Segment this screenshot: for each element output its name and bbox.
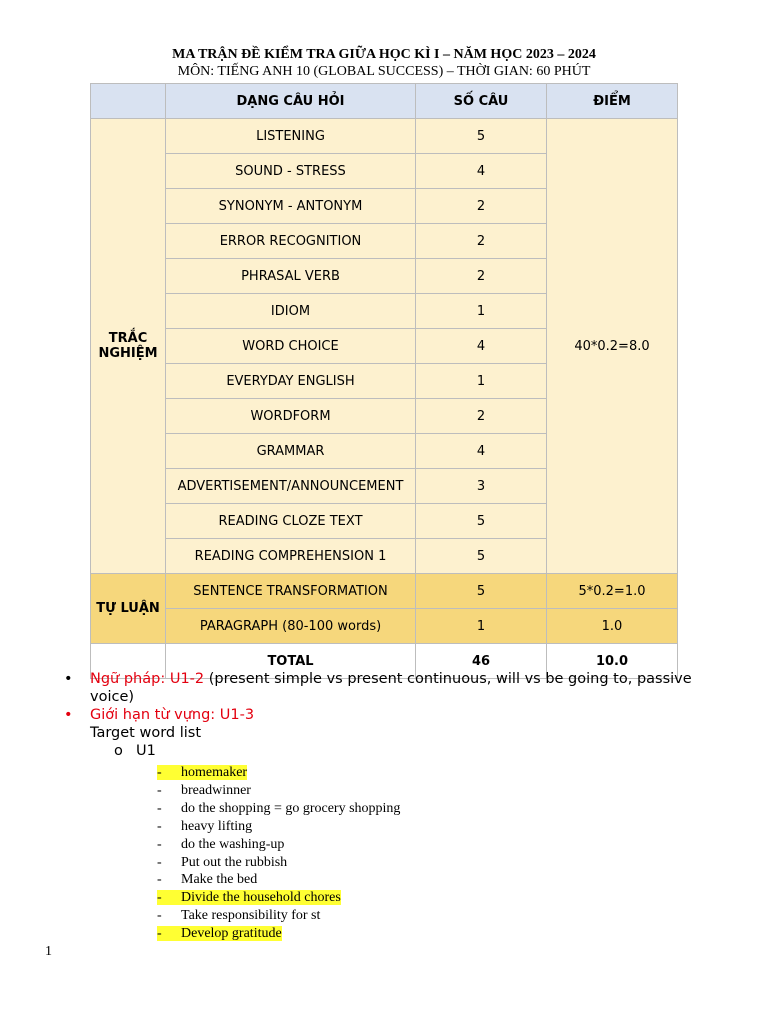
word-list-item (157, 907, 400, 925)
total-score: 10.0 (547, 644, 678, 679)
question-count-cell: 4 (416, 154, 547, 189)
word-list-item (157, 925, 400, 943)
word-list-item (157, 871, 400, 889)
section-score-cell: 40*0.2=8.0 (547, 119, 678, 574)
word-text: Divide the household chores (181, 890, 341, 906)
question-count-cell: 2 (416, 189, 547, 224)
score-cell: 5*0.2=1.0 (547, 574, 678, 609)
dash-bullet-icon: - (157, 836, 162, 852)
question-type-cell: READING COMPREHENSION 1 (166, 539, 416, 574)
question-type-cell: GRAMMAR (166, 434, 416, 469)
dash-bullet-icon: - (157, 800, 162, 816)
header-question-count: SỐ CÂU (416, 84, 547, 119)
word-list-item (157, 764, 400, 782)
question-count-cell: 5 (416, 504, 547, 539)
word-list-item (157, 889, 400, 907)
question-type-cell: SENTENCE TRANSFORMATION (166, 574, 416, 609)
word-list-item (157, 854, 400, 872)
word-text: Make the bed (181, 872, 258, 888)
table-header-row (91, 84, 678, 119)
question-type-cell: ERROR RECOGNITION (166, 224, 416, 259)
word-text: breadwinner (181, 782, 251, 798)
word-text: Develop gratitude (181, 926, 282, 942)
question-type-cell: READING CLOZE TEXT (166, 504, 416, 539)
question-type-cell: ADVERTISEMENT/ANNOUNCEMENT (166, 469, 416, 504)
dash-bullet-icon: - (157, 908, 162, 924)
vocab-label: Giới hạn từ vựng: U1-3 (90, 707, 255, 723)
question-type-cell: PHRASAL VERB (166, 259, 416, 294)
question-count-cell: 5 (416, 539, 547, 574)
question-type-cell: LISTENING (166, 119, 416, 154)
exam-matrix-table (90, 83, 678, 679)
question-count-cell: 2 (416, 224, 547, 259)
header-score: ĐIỂM (547, 84, 678, 119)
dash-bullet-icon: - (157, 890, 162, 906)
question-count-cell: 4 (416, 329, 547, 364)
word-text: heavy lifting (181, 818, 253, 834)
word-text: do the shopping = go grocery shopping (181, 800, 401, 816)
question-count-cell: 3 (416, 469, 547, 504)
question-count-cell: 1 (416, 609, 547, 644)
word-text: Take responsibility for st (181, 908, 321, 924)
bullet-icon: • (64, 707, 73, 723)
question-type-cell: SOUND - STRESS (166, 154, 416, 189)
dash-bullet-icon: - (157, 818, 162, 834)
question-count-cell: 2 (416, 259, 547, 294)
word-text: Put out the rubbish (181, 854, 288, 870)
section-label-essay: TỰ LUẬN (91, 574, 166, 644)
question-type-cell: PARAGRAPH (80-100 words) (166, 609, 416, 644)
header-question-type: DẠNG CÂU HỎI (166, 84, 416, 119)
question-type-cell: IDIOM (166, 294, 416, 329)
grammar-label: Ngữ pháp: U1-2 (90, 671, 205, 687)
bullet-icon: • (64, 671, 73, 687)
word-list-item (157, 800, 400, 818)
table-row (91, 119, 678, 154)
table-row (91, 574, 678, 609)
question-type-cell: WORD CHOICE (166, 329, 416, 364)
document-subtitle: MÔN: TIẾNG ANH 10 (GLOBAL SUCCESS) – THỜI GIAN: 60 PHÚT (177, 64, 591, 79)
dash-bullet-icon: - (157, 765, 162, 780)
word-list-item (157, 836, 400, 854)
target-word-list-heading: Target word list (90, 725, 202, 741)
section-label-multiple-choice: TRẮC NGHIỆM (91, 119, 166, 574)
header-empty-cell (91, 84, 166, 119)
word-text: homemaker (181, 765, 248, 780)
total-count: 46 (416, 644, 547, 679)
unit-item (64, 742, 734, 760)
question-type-cell: WORDFORM (166, 399, 416, 434)
question-count-cell: 1 (416, 364, 547, 399)
question-count-cell: 4 (416, 434, 547, 469)
notes-section (64, 670, 734, 760)
total-label: TOTAL (166, 644, 416, 679)
question-count-cell: 5 (416, 119, 547, 154)
question-type-cell: EVERYDAY ENGLISH (166, 364, 416, 399)
page-number: 1 (45, 944, 52, 959)
question-count-cell: 1 (416, 294, 547, 329)
word-list-item (157, 782, 400, 800)
question-type-cell: SYNONYM - ANTONYM (166, 189, 416, 224)
vocab-note (64, 706, 734, 724)
word-list-item (157, 818, 400, 836)
document-title: MA TRẬN ĐỀ KIỂM TRA GIỮA HỌC KÌ I – NĂM HỌC 2023 – 2024 (172, 47, 596, 62)
word-list (157, 764, 400, 943)
circle-bullet-icon: o (114, 743, 123, 759)
unit-label: U1 (136, 743, 156, 759)
dash-bullet-icon: - (157, 782, 162, 798)
question-count-cell: 2 (416, 399, 547, 434)
score-cell: 1.0 (547, 609, 678, 644)
grammar-note (64, 670, 734, 706)
dash-bullet-icon: - (157, 926, 162, 942)
table-row (91, 609, 678, 644)
word-text: do the washing-up (181, 836, 285, 852)
grammar-detail: (present simple vs present continuous, will vs be going to, passive voice) (90, 671, 692, 705)
dash-bullet-icon: - (157, 872, 162, 888)
question-count-cell: 5 (416, 574, 547, 609)
dash-bullet-icon: - (157, 854, 162, 870)
